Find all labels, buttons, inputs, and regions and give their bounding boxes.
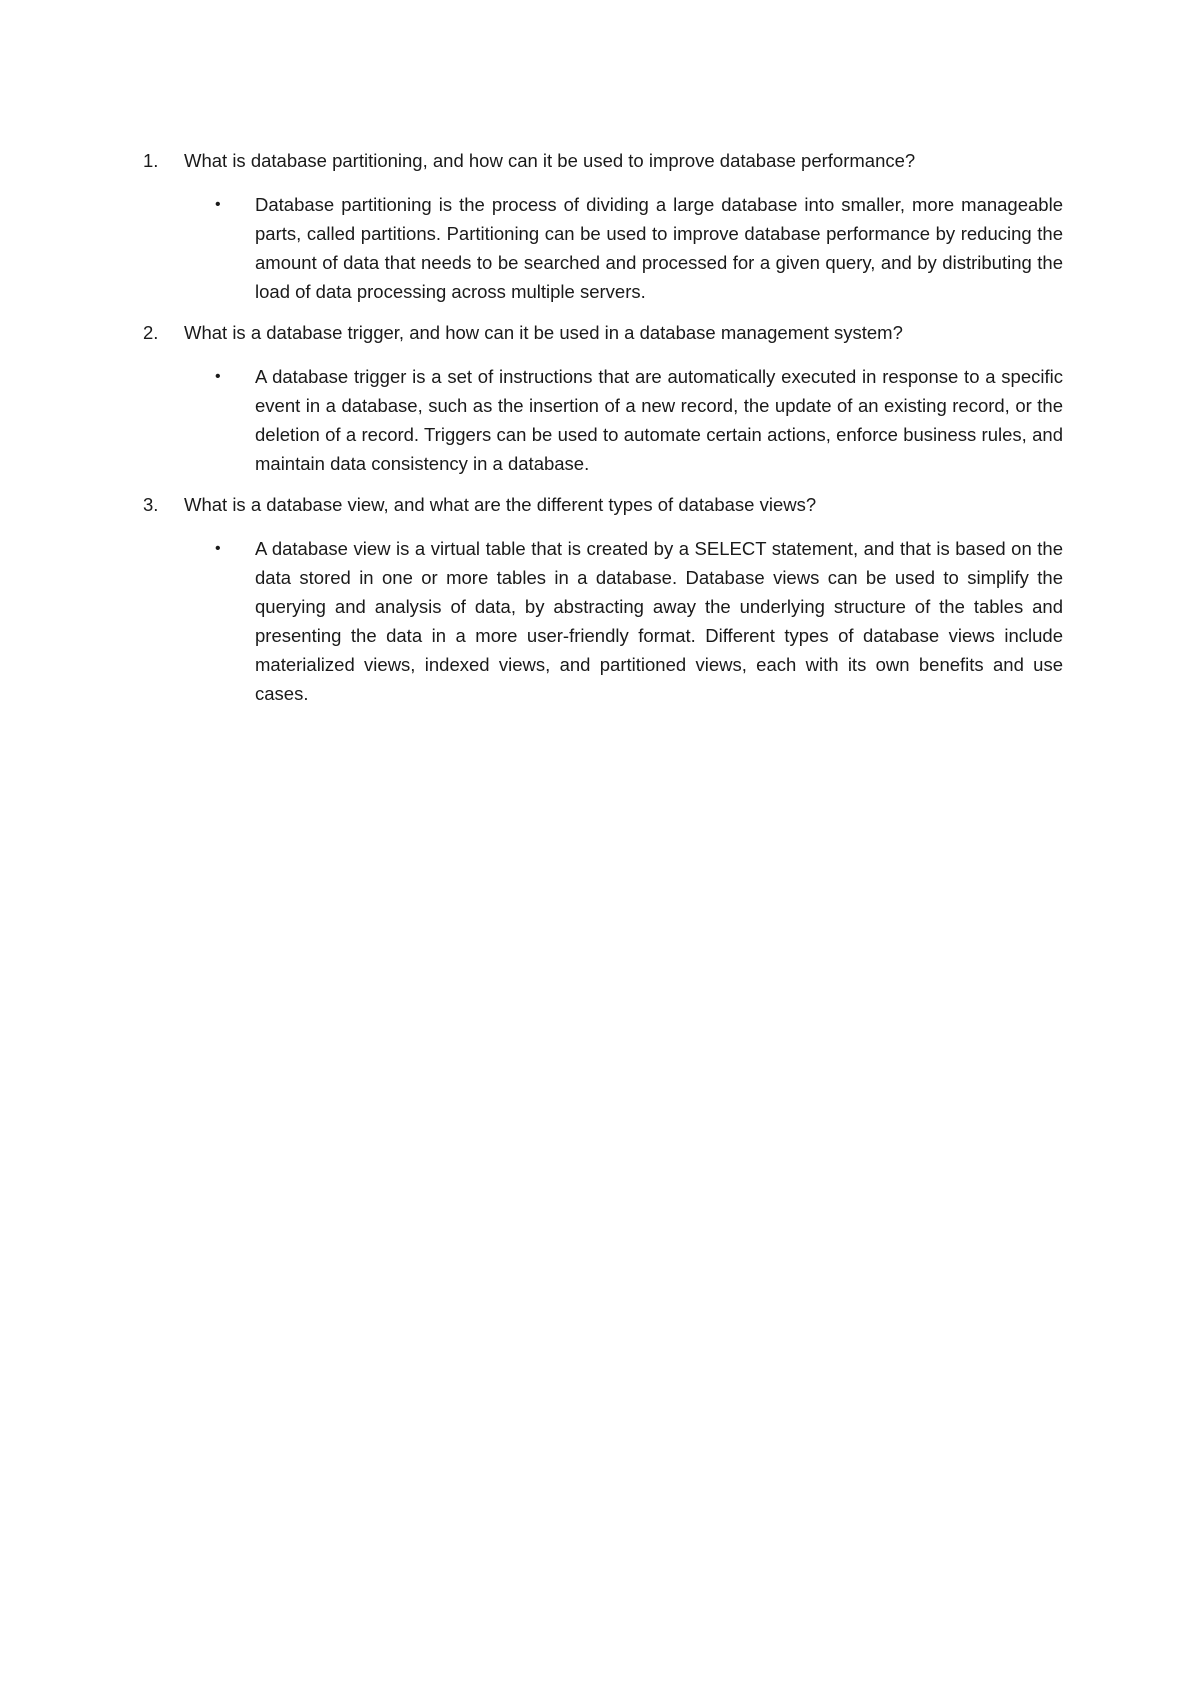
question-text: What is database partitioning, and how can it be used to improve database performance? (184, 150, 916, 171)
question-row (143, 146, 1063, 175)
question-number: 2. (143, 322, 159, 343)
bullet-icon: • (215, 196, 221, 213)
answer-row (215, 362, 1063, 478)
answer-row (215, 534, 1063, 708)
question-row (143, 490, 1063, 519)
bullet-icon: • (215, 368, 221, 385)
bullet-icon: • (215, 540, 221, 557)
list-item (143, 318, 1063, 478)
question-number: 1. (143, 150, 159, 171)
answer-row (215, 190, 1063, 306)
question-list (143, 146, 1063, 720)
question-text: What is a database trigger, and how can it be used in a database management system? (184, 322, 903, 343)
answer-text: Database partitioning is the process of dividing a large database into smaller, more manageable parts, called partitions. Partitioning can be used to improve database performance by reducing the amount of data that needs to be searched and processed for a given query, and by distributing the load of data processing across multiple servers. (255, 194, 1063, 302)
list-item (143, 146, 1063, 306)
question-text: What is a database view, and what are the different types of database views? (184, 494, 817, 515)
answer-text: A database trigger is a set of instructions that are automatically executed in response to a specific event in a database, such as the insertion of a new record, the update of an existing record, or the deletion of a record. Triggers can be used to automate certain actions, enforce business rules, and maintain data consistency in a database. (255, 366, 1063, 474)
list-item (143, 490, 1063, 708)
question-row (143, 318, 1063, 347)
question-number: 3. (143, 494, 159, 515)
answer-text: A database view is a virtual table that is created by a SELECT statement, and that is based on the data stored in one or more tables in a database. Database views can be used to simplify the querying and analysis of data, by abstracting away the underlying structure of the tables and presenting the data in a more user-friendly format. Different types of database views include materialized views, indexed views, and partitioned views, each with its own benefits and use cases. (255, 538, 1063, 704)
